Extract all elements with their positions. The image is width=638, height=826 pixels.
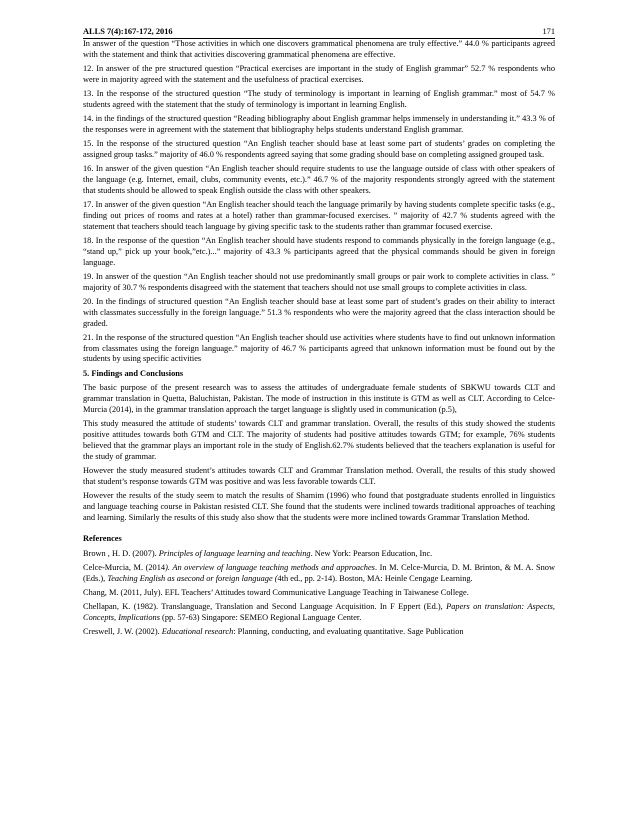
paragraph-item-13: 13. In the response of the structured question “The study of terminology is important in learning of English grammar.” most of 54.7 % students agreed with the statement that the study of terminology is important in learning English. (83, 89, 555, 109)
reference-text: Chang, M. (2011, July). EFL Teachers’ Attitudes toward Communicative Language Teaching in Taiwanese College. (83, 587, 469, 597)
reference-text: (pp. 57-63) Singapore: SEMEO Regional Language Center. (159, 612, 362, 622)
paragraph-item-19: 19. In answer of the question “An English teacher should not use predominantly small groups or pair work to complete activities in class. ” majority of 30.7 % respondents disagreed with the statement that teachers should not use small groups to complete activities in class. (83, 271, 555, 292)
reference-item-chang (83, 588, 555, 599)
page (83, 27, 555, 641)
paragraph-item-16: 16. In answer of the given question “An English teacher should require students to use the language outside of class with other speakers of the language (e.g. Internet, email, clubs, community events, etc.).” 46.7 % of the majority respondents strongly agreed with the statement that students should be allowed to speak English outside the class with other speakers. (83, 164, 555, 195)
paragraph-item-18: 18. In the response of the question “An English teacher should have students respond to commands physically in the foreign language (e.g., “stand up,” pick up your book,”etc.)...” majority of 43.3 % participants agreed that the physical commands should be given in foreign language. (83, 235, 555, 267)
reference-item-creswell (83, 627, 555, 638)
paragraph-item-11-continued: In answer of the question “Those activities in which one discovers grammatical phenomena are truly effective.” 44.0 % participants agreed with the statement and think that activities discovering grammatical phenomena are effective. (83, 39, 555, 59)
references-heading: References (83, 533, 122, 543)
reference-title: ). An overview of language teaching methods and approaches (165, 562, 375, 572)
reference-title: Papers on translation: Aspects, Concepts, Implications (83, 601, 555, 622)
reference-text: Brown , H. D. (2007). (83, 548, 159, 558)
reference-text: . In M. Celce-Murcia, D. M. Brinton, & M. A. Snow (Eds.), (83, 562, 555, 583)
reference-text: Celce-Murcia, M. (2014 (83, 562, 166, 572)
paragraph-item-20: 20. In the findings of structured question “An English teacher should base at least some part of student’s grades on their ability to interact with classmates successfully in the foreign language.” 51.3 % respondents who were the majority agreed that the class interaction should be graded. (83, 296, 555, 328)
reference-text: : Planning, conducting, and evaluating quantitative. Sage Publication (233, 626, 464, 636)
paragraph-item-15: 15. In the response of the structured question “An English teacher should base at least some part of students’ grades on completing the assigned group tasks.” majority of 46.0 % respondents agreed saying that some grading should base on completing assigned grouped task. (83, 139, 555, 159)
paragraph-item-12: 12. In answer of the pre structured question “Practical exercises are important in the study of English grammar” 52.7 % respondents who were in majority agreed with the statement and the usefulness of practical exercises. (83, 64, 555, 84)
conclusion-paragraph-2: This study measured the attitude of students’ towards CLT and grammar translation. Overall, the results of this study showed the students positive attitudes towards both GTM and CLT. The majority of students had positive attitudes towards GTM; for example, 76% students believed that the grammar plays an important role in the study of English.62.7% students believed that the teachers explanation is useful for the study of grammar. (83, 419, 555, 461)
paragraph-item-17: 17. In answer of the given question “An English teacher should teach the language primarily by having students complete specific tasks (e.g., finding out prices of rooms and rates at a hotel) rather than grammar-focused exercises. ” majority of 42.7 % students agreed with the statement that teachers should teach language by giving specific task to the students rather than grammar focused exercise. (83, 199, 555, 231)
reference-text: 4th ed., pp. 2-14). Boston, MA: Heinle Cengage Learning. (277, 573, 473, 583)
paragraph-item-21: 21. In the response of the structured question “An English teacher should use activities where students have to find out unknown information from classmates using the foreign language.” majority of 46.7 % participants agreed that unknown information must be found out by the students by using specific activities (83, 332, 555, 364)
running-header (83, 27, 555, 39)
reference-book-title: Teaching English as asecond or foreign language ( (107, 573, 278, 583)
conclusion-paragraph-3: However the study measured student’s attitudes towards CLT and Grammar Translation method. Overall, the results of this study showed that student’s response towards GTM was positive and was less favorable towards CLT. (83, 465, 555, 486)
reference-text: . New York: Pearson Education, Inc. (310, 548, 433, 558)
reference-item-celce-murcia (83, 563, 555, 585)
page-number: 171 (542, 27, 555, 36)
article-body (83, 39, 555, 638)
conclusion-paragraph-4: However the results of the study seem to match the results of Shamim (1996) who found that postgraduate students enrolled in linguistics and language teaching course in Pakistan resisted CLT. She found that the students were inclined towards traditional approaches of teaching and learning. Similarly the results of this study also show that the students were more inclined towards Grammar Translation Method. (83, 490, 555, 522)
reference-item-chellapan (83, 602, 555, 624)
reference-text: Creswell, J. W. (2002). (83, 626, 162, 636)
section-heading: 5. Findings and Conclusions (83, 369, 184, 379)
reference-title: Principles of language learning and teaching (158, 548, 311, 558)
reference-text: Chellapan, K. (1982). Translanguage, Translation and Second Language Acquisition. In F Eppert (Ed.), (83, 601, 447, 611)
reference-title: Educational research (161, 626, 234, 636)
reference-item-brown (83, 549, 555, 560)
journal-citation: ALLS 7(4):167-172, 2016 (83, 27, 173, 36)
paragraph-item-14: 14. in the findings of the structured question “Reading bibliography about English grammar helps immensely in understanding it.” 43.3 % of the responses were in agreement with the statement that bibliography helps students understand English grammar. (83, 114, 555, 134)
conclusion-paragraph-1: The basic purpose of the present research was to assess the attitudes of undergraduate female students of SBKWU towards CLT and grammar translation in Quetta, Baluchistan, Pakistan. The mode of instruction in this institute is GTM as well as CLT. According to Celce-Murcia (2014), in the grammar translation approach the target language is slightly used in communication (p.5), (83, 383, 555, 415)
